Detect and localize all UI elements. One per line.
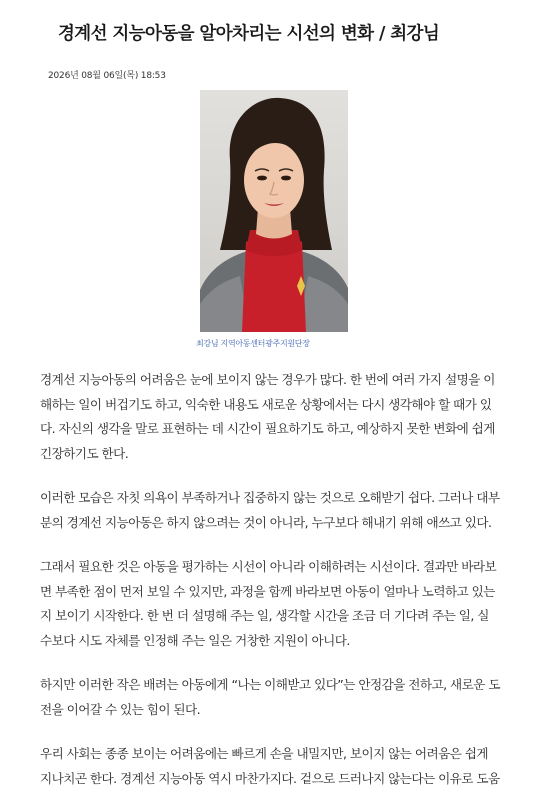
text-line: 그래서 필요한 것은 아동을 평가하는 시선이 아니라 이해하려는 시선이다. 결과만 바라보 [40, 559, 497, 574]
portrait-illustration [200, 90, 348, 332]
text-line: 지나치곤 한다. 경계선 지능아동 역시 마찬가지다. 겉으로 드러나지 않는다는 이유로 도움 [40, 770, 500, 786]
author-photo [200, 90, 348, 332]
article-date: 2026년 08월 06일(목) 18:53 [48, 71, 166, 81]
text-line: 전을 이어갈 수 있는 힘이 된다. [40, 701, 201, 717]
text-line: 하지만 이러한 작은 배려는 아동에게 “나는 이해받고 있다”는 안정감을 전하고, 새로운 도 [40, 677, 500, 692]
text-line: 긴장하기도 한다. [40, 445, 129, 461]
paragraph-4 [40, 673, 512, 722]
text-line: 지 보이기 시작한다. 한 번 더 설명해 주는 일, 생각할 시간을 조금 더 기다려 주는 일, 실 [40, 608, 489, 623]
article-title: 경계선 지능아동을 알아차리는 시선의 변화 / 최강님 [58, 24, 440, 44]
text-line: 수보다 시도 자체를 인정해 주는 일은 거창한 지원이 아니다. [40, 632, 350, 648]
paragraph-3 [40, 555, 512, 653]
text-line: 이러한 모습은 자칫 의욕이 부족하거나 집중하지 않는 것으로 오해받기 쉽다. 그러나 대부 [40, 490, 500, 505]
text-line: 다. 자신의 생각을 말로 표현하는 데 시간이 필요하기도 하고, 예상하지 못한 변화에 쉽게 [40, 421, 495, 436]
paragraph-5 [40, 742, 512, 791]
paragraph-2 [40, 486, 512, 535]
text-line: 우리 사회는 종종 보이는 어려움에는 빠르게 손을 내밀지만, 보이지 않는 어려움은 쉽게 [40, 746, 488, 761]
paragraph-1 [40, 368, 512, 466]
photo-caption: 최강님 지역아동센터광주지원단장 [196, 339, 310, 348]
text-line: 면 부족한 점이 먼저 보일 수 있지만, 과정을 함께 바라보면 아동이 얼마나 노력하고 있는 [40, 583, 495, 599]
article-body [40, 368, 512, 811]
text-line: 경계선 지능아동의 어려움은 눈에 보이지 않는 경우가 많다. 한 번에 여러 가지 설명을 이 [40, 372, 495, 387]
text-line: 해하는 일이 버겁기도 하고, 익숙한 내용도 새로운 상황에서는 다시 생각해야 할 때가 있 [40, 396, 492, 412]
text-line: 분의 경계선 지능아동은 하지 않으려는 것이 아니라, 누구보다 해내기 위해 애쓰고 있다. [40, 514, 492, 530]
